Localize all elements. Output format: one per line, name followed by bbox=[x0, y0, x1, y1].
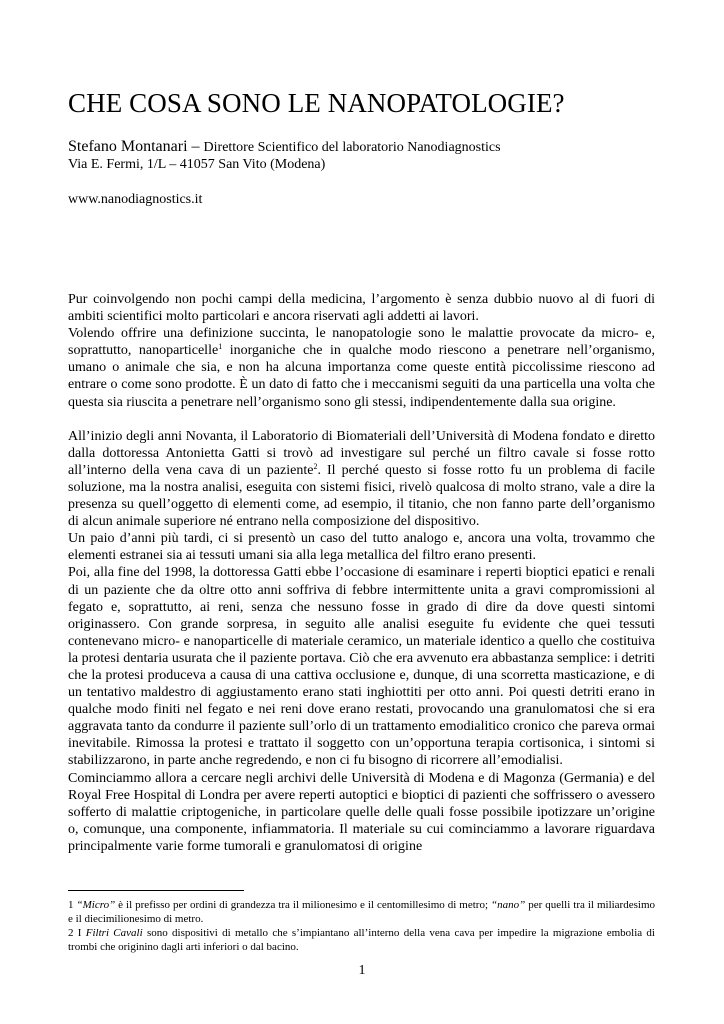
page-number: 1 bbox=[358, 963, 366, 978]
footnote-ref-2[interactable]: 2 bbox=[313, 461, 318, 471]
author-address: Via E. Fermi, 1/L – 41057 San Vito (Modena) bbox=[68, 157, 326, 172]
paragraph-text: Volendo offrire una definizione succinta, le nanopatologie sono le malattie provocate da micro- e, soprattutto, nanoparticelle bbox=[68, 326, 655, 359]
paragraph bbox=[68, 325, 655, 410]
footnote-text: sono dispositivi di metallo che s’impiantano all’interno della vena cava per impedire la migrazione embolia di trombi che originino dagli arti inferiori o dal bacino. bbox=[68, 927, 655, 953]
byline-separator: – bbox=[187, 138, 204, 155]
paragraph: Poi, alla fine del 1998, la dottoressa Gatti ebbe l’occasione di esaminare i reperti bioptici epatici e renali di un paziente che da oltre otto anni soffriva di febbre intermittente unita a gravi compromissioni al fegato e, soprattutto, ai reni, senza che nessuno fosse in grado di dire da dove questi sintomi originassero. Con grande sorpresa, in seguito alle analisi eseguite fu evidente che quei tessuti contenevano micro- e nanoparticelle di materiale ceramico, un materiale identico a quello che costituiva la protesi dentaria usurata che il paziente portava. Ciò che era avvenuto era abbastanza semplice: i detriti che la protesi produceva a causa di una cattiva occlusione e, dunque, di una scorretta masticazione, e di un tentativo maldestro di aggiustamento erano stati inghiottiti per otto anni. Poi questi detriti erano in qualche modo finiti nel fegato e nei reni dove erano restati, provocando una granulomatosi che si era aggravata tanto da condurre il paziente sull’orlo di un trattamento emodialitico cronico che pareva ormai inevitabile. Rimossa la protesi e trattato il soggetto con un’opportuna terapia cortisonica, i sintomi si stabilizzarono, in parte anche regredendo, e non ci fu bisogno di ricorrere all’emodialisi. bbox=[68, 565, 655, 769]
footnote-divider bbox=[68, 890, 244, 891]
footnote-1 bbox=[68, 898, 655, 926]
document-title: CHE COSA SONO LE NANOPATOLOGIE? bbox=[68, 88, 565, 118]
paragraph: Un paio d’anni più tardi, ci si presentò un caso del tutto analogo e, ancora una volta, trovammo che elementi estranei sia ai tessuti umani sia alla lega metallica del filtro erano presenti. bbox=[68, 531, 655, 564]
footnotes bbox=[68, 898, 655, 954]
footnote-term: Filtri Cavali bbox=[85, 927, 143, 939]
author-affiliation: Direttore Scientifico del laboratorio Nanodiagnostics bbox=[203, 140, 501, 155]
paragraph-text: inorganiche che in qualche modo riescono a penetrare nell’organismo, umano o animale che sia, e non ha alcuna importanza come queste entità piccolissime riescono ad entrare o come sono prodotte. È un dato di fatto che i meccanismi seguiti da una particella una volta che questa sia riuscita a penetrare nell’organismo sono gli stessi, indipendentemente dalla sua origine. bbox=[68, 343, 655, 410]
website-link[interactable]: www.nanodiagnostics.it bbox=[68, 192, 203, 207]
paragraph: Cominciammo allora a cercare negli archivi delle Università di Modena e di Magonza (Germania) e del Royal Free Hospital di Londra per avere reperti autoptici e bioptici di pazienti che soffrissero o avessero sofferto di malattie criptogeniche, in particolare quelle delle quali fosse possibile ipotizzare un’origine o, comunque, una componente, infiammatoria. Il materiale su cui cominciammo a lavorare riguardava principalmente varie forme tumorali e granulomatosi di origine bbox=[68, 770, 655, 854]
footnote-term: “nano” bbox=[490, 899, 526, 911]
paragraph-text: . Il perché questo si fosse rotto fu un problema di facile soluzione, ma la nostra analisi, eseguita con sistemi fisici, rivelò qualcosa di molto strano, vale a dire la presenza su quell’oggetto di elementi come, ad esempio, il titanio, che non fanno parte dell’organismo di alcun animale superiore né entrano nella composizione del dispositivo. bbox=[68, 462, 655, 530]
footnote-text: per quelli tra il miliardesimo e il diecimilionesimo di metro. bbox=[68, 899, 655, 925]
footnote-text: è il prefisso per ordini di grandezza tra il milionesimo e il centomillesimo di metro; bbox=[115, 899, 491, 911]
author-line bbox=[68, 137, 501, 157]
author-name: Stefano Montanari bbox=[68, 138, 188, 155]
paragraph: Pur coinvolgendo non pochi campi della medicina, l’argomento è senza dubbio nuovo al di fuori di ambiti scientifici molto particolari e ancora riservati agli addetti ai lavori. bbox=[68, 292, 655, 325]
body-text bbox=[68, 291, 655, 855]
footnote-number: 2 I bbox=[68, 927, 86, 939]
footnote-ref-1[interactable]: 1 bbox=[218, 342, 223, 352]
footnote-term: “Micro” bbox=[76, 899, 116, 911]
footnote-number: 1 bbox=[68, 899, 77, 911]
paragraph bbox=[68, 428, 655, 531]
paragraph-text: All’inizio degli anni Novanta, il Laboratorio di Biomateriali dell’Università di Modena fondato e diretto dalla dottoressa Antonietta Gatti si trovò ad investigare sul perché un filtro cavale si fosse rotto all’interno della vena cava di un paziente bbox=[68, 428, 655, 478]
footnote-2 bbox=[68, 926, 655, 954]
